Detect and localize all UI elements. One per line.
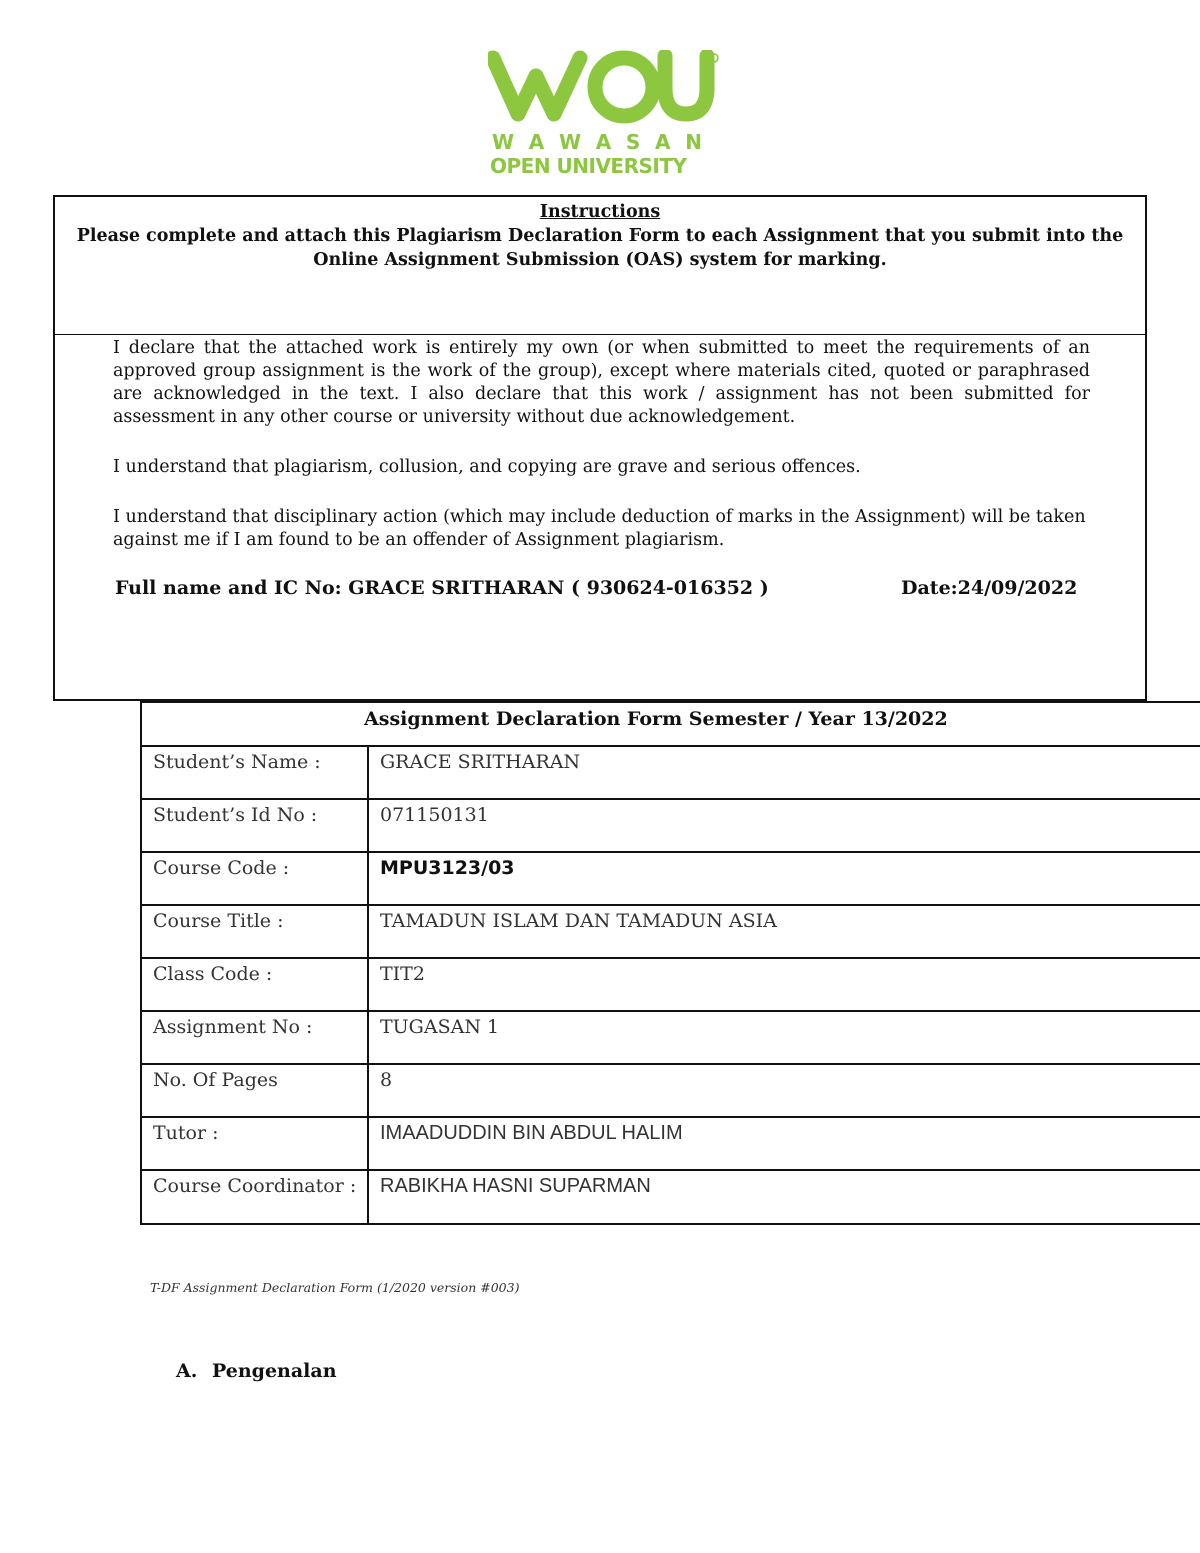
field-value: IMAADUDDIN BIN ABDUL HALIM: [380, 1122, 683, 1144]
field-label: Student’s Id No :: [140, 800, 369, 851]
form-version-note: T-DF Assignment Declaration Form (1/2020 version #003): [150, 1280, 520, 1295]
form-row-pages: [140, 1063, 1200, 1116]
field-value: 8: [380, 1069, 393, 1091]
field-value: TAMADUN ISLAM DAN TAMADUN ASIA: [380, 910, 777, 932]
form-title: Assignment Declaration Form Semester / Year 13/2022: [140, 701, 1200, 745]
field-value: TIT2: [380, 963, 425, 985]
field-label: Student’s Name :: [140, 747, 369, 798]
assignment-declaration-form: [140, 701, 1200, 1225]
field-label: Assignment No :: [140, 1012, 369, 1063]
declaration-text: [113, 337, 1093, 552]
form-row-tutor: [140, 1116, 1200, 1169]
field-label: Tutor :: [140, 1118, 369, 1169]
wou-logo: [488, 50, 728, 180]
form-row-student-id: [140, 798, 1200, 851]
logo-wawasan: W A W A S A N: [492, 130, 702, 154]
form-row-student-name: [140, 745, 1200, 798]
field-value: MPU3123/03: [380, 857, 515, 879]
field-value: TUGASAN 1: [380, 1016, 500, 1038]
field-label: Course Code :: [140, 853, 369, 904]
field-value: GRACE SRITHARAN: [380, 751, 581, 773]
field-value: 071150131: [380, 804, 489, 826]
section-number: A.: [176, 1360, 198, 1382]
field-label: Course Coordinator :: [140, 1171, 369, 1223]
form-row-class-code: [140, 957, 1200, 1010]
declaration-paragraph-1: I declare that the attached work is entirely my own (or when submitted to meet the requirements of an approved group assignment is the work of the group), except where materials cited, quoted or paraphrased are acknowledged in the text. I also declare that this work / assignment has not been submitted for assessment in any other course or university without due acknowledgement.: [113, 338, 1090, 427]
signature-line: Full name and IC No: GRACE SRITHARAN ( 930624-016352 ): [115, 577, 769, 599]
instructions-box: [53, 195, 1147, 701]
field-label: No. Of Pages: [140, 1065, 369, 1116]
field-value: RABIKHA HASNI SUPARMAN: [380, 1175, 651, 1197]
form-row-course-title: [140, 904, 1200, 957]
instructions-line-1: Please complete and attach this Plagiarism Declaration Form to each Assignment that you submit into the: [76, 226, 1124, 246]
declaration-date: Date:24/09/2022: [901, 577, 1078, 599]
wou-logo-mark: [488, 50, 723, 125]
form-row-assignment-no: [140, 1010, 1200, 1063]
declaration-paragraph-3: I understand that disciplinary action (which may include deduction of marks in the Assignment) will be taken against me if I am found to be an offender of Assignment plagiarism.: [113, 507, 1086, 550]
declaration-paragraph-2: I understand that plagiarism, collusion, and copying are grave and serious offences.: [113, 457, 861, 477]
form-row-coordinator: [140, 1169, 1200, 1225]
logo-open-university: OPEN UNIVERSITY: [490, 154, 687, 178]
instructions-header: [55, 197, 1145, 335]
field-label: Course Title :: [140, 906, 369, 957]
instructions-title: Instructions: [539, 202, 661, 222]
form-row-course-code: [140, 851, 1200, 904]
section-title: Pengenalan: [212, 1360, 337, 1382]
field-label: Class Code :: [140, 959, 369, 1010]
section-heading: [176, 1360, 337, 1382]
instructions-line-2: Online Assignment Submission (OAS) system for marking.: [313, 250, 887, 270]
